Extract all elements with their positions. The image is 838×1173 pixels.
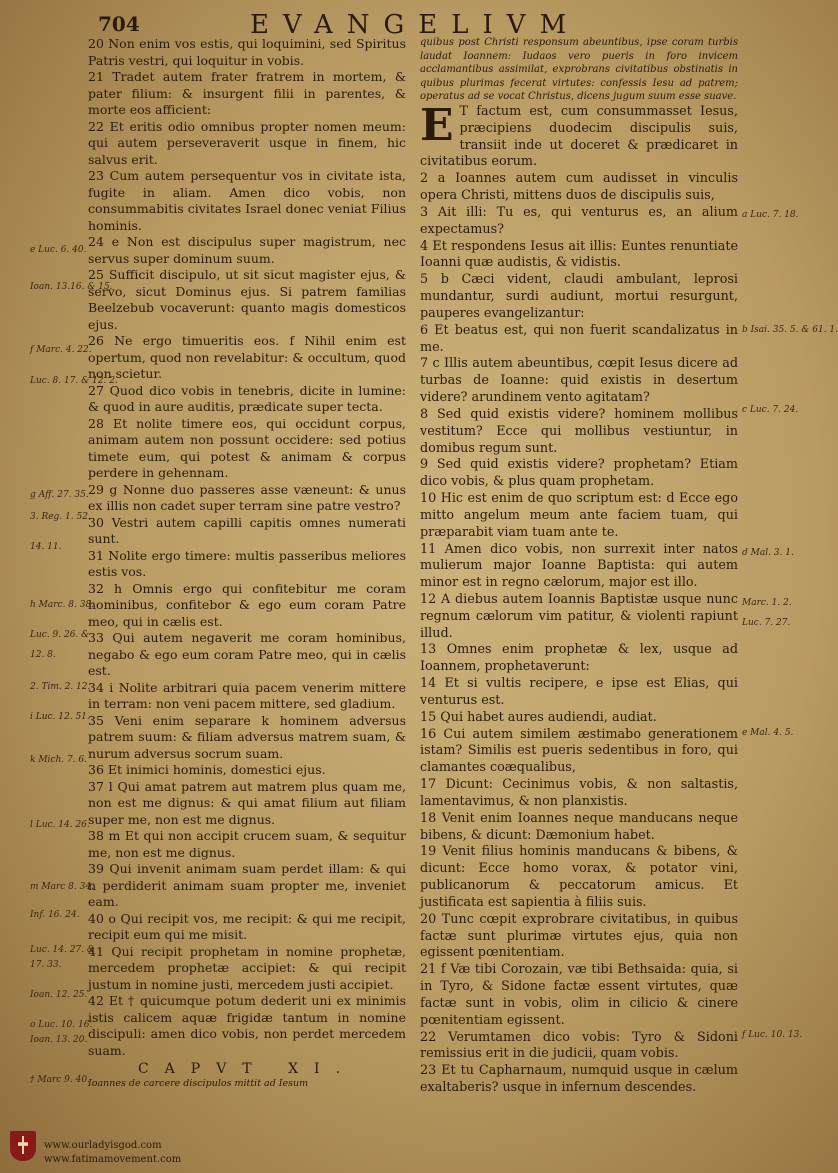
footer (0, 1133, 420, 1173)
margin-note: g Aff. 27. 35. (30, 490, 89, 500)
verse: 31 Nolite ergo timere: multis passeribus meliores estis vos. (88, 547, 406, 579)
verse: 34 i Nolite arbitrari quia pacem venerim mittere in terram: non veni pacem mittere, sed gladium. (88, 679, 406, 711)
margin-note: Luc. 14. 27. & (30, 945, 95, 955)
margin-note: o Luc. 10. 16. (30, 1020, 93, 1030)
margin-note: f Luc. 10. 13. (742, 1030, 803, 1040)
margin-note: Marc. 1. 2. (742, 598, 792, 608)
page-header (0, 6, 800, 40)
verse: 9 Sed quid existis videre? prophetam? Etiam dico vobis, & plus quam prophetam. (420, 457, 738, 490)
margin-note: a Luc. 7. 18. (742, 210, 799, 220)
verse: 39 Qui invenit animam suam perdet illam: & qui n perdiderit animam suam propter me, inveniet eam. (88, 861, 406, 909)
verse: 36 Et inimici hominis, domestici ejus. (88, 762, 326, 777)
verse: 29 g Nonne duo passeres asse væneunt: & unus ex illis non cadet super terram sine patre vestro? (88, 481, 406, 513)
verse: 26 Ne ergo timueritis eos. f Nihil enim est opertum, quod non revelabitur: & occultum, quod non scietur. (88, 333, 406, 381)
running-title: EVANGELIVM (250, 10, 581, 40)
page-number: 704 (98, 12, 140, 36)
footer-site-1[interactable]: www.ourladyisgod.com (44, 1140, 162, 1151)
verse: 41 Qui recipit prophetam in nomine prophetæ, mercedem prophetæ accipiet: & qui recipit justum in nomine justi, mercedem justi accipiet. (88, 943, 406, 992)
margin-note: c Luc. 7. 24. (742, 405, 799, 415)
verse: 4 Et respondens Iesus ait illis: Euntes renuntiate Ioanni quæ audistis, & vidistis. (420, 238, 738, 271)
left-column (88, 36, 406, 1090)
margin-note: 14. 11. (30, 542, 62, 552)
margin-note: 12. 8. (30, 650, 56, 660)
margin-note: i Luc. 12. 51. (30, 712, 90, 722)
verse: 20 Tunc cœpit exprobrare civitatibus, in quibus factæ sunt plurimæ virtutes ejus, quia non egissent pœnitentiam. (420, 911, 738, 961)
margin-note: l Luc. 14. 26. (30, 820, 90, 830)
verse: 35 Veni enim separare k hominem adversus patrem suum: & filiam adversus matrem suam, & nurum adversus socrum suam. (88, 712, 406, 761)
verse: 22 Verumtamen dico vobis: Tyro & Sidoni remissius erit in die judicii, quam vobis. (420, 1029, 738, 1062)
margin-note: Ioan. 13. 20. (30, 1035, 88, 1045)
verse: 11 Amen dico vobis, non surrexit inter natos mulierum major Ioanne Baptista: qui autem minor est in regno cælorum, major est illo. (420, 541, 738, 591)
verse: 32 h Omnis ergo qui confitebitur me coram hominibus, confitebor & ego eum coram Patre meo, qui in cælis est. (88, 580, 406, 629)
margin-note: e Mal. 4. 5. (742, 728, 794, 738)
verse: 23 Cum autem persequentur vos in civitate ista, fugite in aliam. Amen dico vobis, non consummabitis civitates Israel donec veniat Filius hominis. (88, 168, 406, 233)
verse: 23 Et tu Capharnaum, numquid usque in cælum exaltaberis? usque in infernum descendes. (420, 1063, 738, 1095)
verse: 8 Sed quid existis videre? hominem mollibus vestitum? Ecce qui mollibus vestiuntur, in domibus regum sunt. (420, 406, 738, 456)
verse: 21 Tradet autem frater fratrem in mortem, & pater filium: & insurgent filii in parentes, & morte eos afficient: (88, 69, 406, 117)
verse: 40 o Qui recipit vos, me recipit: & qui me recipit, recipit eum qui me misit. (88, 910, 406, 942)
margin-note: k Mich. 7. 6. (30, 755, 88, 765)
verse: 14 Et si vultis recipere, e ipse est Elias, qui venturus est. (420, 676, 738, 708)
verse: 6 Et beatus est, qui non fuerit scandalizatus in me. (420, 322, 738, 355)
margin-note: Ioan. 12. 25. (30, 990, 88, 1000)
verse: T factum est, cum consummasset Iesus, præcipiens duodecim discipulis suis, transiit inde ut doceret & prædicaret in civitatibus eorum. (420, 103, 738, 170)
verse: 10 Hic est enim de quo scriptum est: d Ecce ego mitto angelum meum ante faciem tuam, qui præparabit viam tuam ante te. (420, 491, 738, 540)
margin-note: Inf. 16. 24. (30, 910, 80, 920)
verse: 16 Cui autem similem æstimabo generationem istam? Similis est pueris sedentibus in foro, qui clamantes coæqualibus, (420, 726, 738, 776)
verse: 17 Dicunt: Cecinimus vobis, & non saltastis, lamentavimus, & non planxistis. (420, 777, 738, 809)
margin-note: b Isai. 35. 5. & 61. 1. (742, 325, 838, 335)
verse: 2 a Ioannes autem cum audisset in vinculis opera Christi, mittens duos de discipulis suis, (420, 171, 738, 204)
verse: 12 A diebus autem Ioannis Baptistæ usque nunc regnum cælorum vim patitur, & violenti rapiunt illud. (420, 591, 738, 641)
chapter-heading: CAPVT XI. (137, 1061, 357, 1077)
cross-shield-icon (10, 1131, 36, 1161)
footer-site-2[interactable]: www.fatimamovement.com (44, 1154, 182, 1165)
margin-note: Luc. 7. 27. (742, 618, 791, 628)
verse: 18 Venit enim Ioannes neque manducans neque bibens, & dicunt: Dæmonium habet. (420, 810, 738, 843)
margin-note: f Marc. 4. 22. (30, 345, 92, 355)
verse: 3 Ait illi: Tu es, qui venturus es, an alium expectamus? (420, 204, 738, 237)
margin-note: Luc. 9. 26. & (30, 630, 90, 640)
margin-note: 3. Reg. 1. 52. (30, 512, 91, 522)
right-column (420, 36, 738, 1097)
margin-note: † Marc 9. 40. (30, 1075, 90, 1085)
verse: 37 l Qui amat patrem aut matrem plus quam me, non est me dignus: & qui amat filium aut filiam super me, non est me dignus. (88, 778, 406, 827)
verse: 38 m Et qui non accipit crucem suam, & sequitur me, non est me dignus. (88, 828, 406, 860)
margin-note: h Marc. 8. 38. (30, 600, 95, 610)
margin-note: Luc. 8. 17. & 12. 2. (30, 376, 118, 386)
verse: 25 Sufficit discipulo, ut sit sicut magister ejus, & servo, sicut Dominus ejus. Si patrem familias Beelzebub vocaverunt: quanto magis domesticos ejus. (88, 267, 406, 332)
margin-note: d Mal. 3. 1. (742, 548, 794, 558)
margin-note: 17. 33. (30, 960, 62, 970)
chapter-intro: quibus post Christi responsum abeuntibus, ipse coram turbis laudat Ioannem: Iudaos vero pueris in foro invicem acclamantibus assimilat, exprobrans civitatibus obstinatis in quibus plurimas fecerat virtutes: confessis Iesu ad patrem; operatus ad se vocat Christus, dicens jugum suum esse suave. (420, 37, 738, 103)
verse: 21 f Væ tibi Corozain, væ tibi Bethsaida: quia, si in Tyro, & Sidone factæ essent virtutes, quæ factæ sunt in vobis, olim in cilicio & cinere pœnitentiam egissent. (420, 962, 738, 1028)
verse: 27 Quod dico vobis in tenebris, dicite in lumine: & quod in aure auditis, prædicate super tecta. (88, 382, 406, 414)
drop-cap: E (420, 99, 454, 151)
verse: 5 b Cæci vident, claudi ambulant, leprosi mundantur, surdi audiunt, mortui resurgunt, pauperes evangelizantur: (420, 272, 738, 321)
verse: 20 Non enim vos estis, qui loquimini, sed Spiritus Patris vestri, qui loquitur in vobis. (88, 36, 406, 68)
verse: 30 Vestri autem capilli capitis omnes numerati sunt. (88, 514, 406, 546)
verse: 28 Et nolite timere eos, qui occidunt corpus, animam autem non possunt occidere: sed potius timete eum, qui potest & animam & corpus perdere in gehennam. (88, 415, 406, 480)
margin-note: 2. Tim. 2. 12. (30, 682, 91, 692)
margin-note: Ioan. 13.16. & 15. (30, 282, 113, 292)
verse: 19 Venit filius hominis manducans & bibens, & dicunt: Ecce homo vorax, & potator vini, publicanorum & peccatorum amicus. Et justificata est sapientia à filiis suis. (420, 844, 738, 910)
margin-note: m Marc 8. 34. (30, 882, 94, 892)
verse: 33 Qui autem negaverit me coram hominibus, negabo & ego eum coram Patre meo, qui in cælis est. (88, 630, 406, 678)
verse: 7 c Illis autem abeuntibus, cœpit Iesus dicere ad turbas de Ioanne: quid existis in desertum videre? arundinem vento agitatam? (420, 356, 738, 406)
verse: 22 Et eritis odio omnibus propter nomen meum: qui autem perseveraverit usque in finem, hic salvus erit. (88, 118, 406, 167)
verse: 42 Et † quicumque potum dederit uni ex minimis istis calicem aquæ frigidæ tantum in nomine discipuli: amen dico vobis, non perdet mercedem suam. (88, 993, 406, 1058)
margin-note: e Luc. 6. 40. (30, 245, 87, 255)
chapter-summary: Ioannes de carcere discipulos mittit ad Iesum (88, 1077, 309, 1089)
verse: 15 Qui habet aures audiendi, audiat. (420, 709, 657, 725)
verse: 13 Omnes enim prophetæ & lex, usque ad Ioannem, prophetaverunt: (420, 642, 738, 675)
verse: 24 e Non est discipulus super magistrum, nec servus super dominum suum. (88, 234, 406, 266)
right-verses (420, 99, 738, 1097)
